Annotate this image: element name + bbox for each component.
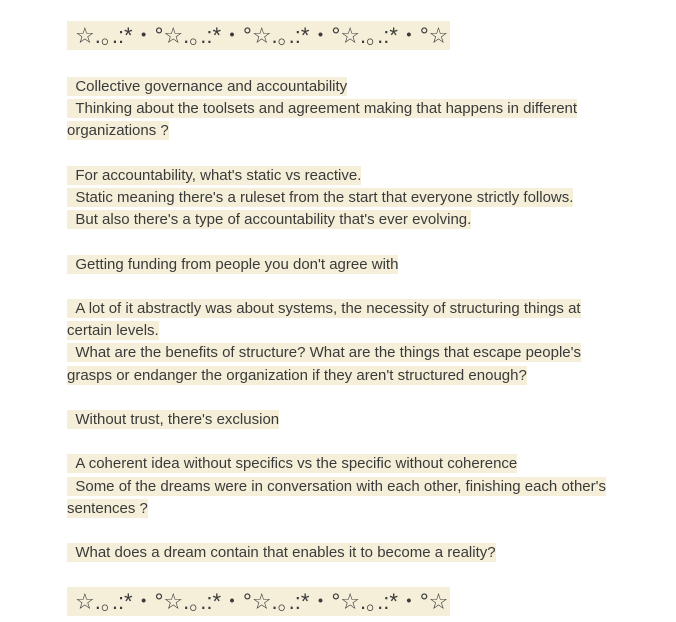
paragraph-trust <box>67 409 612 431</box>
paragraph-funding <box>67 254 612 276</box>
note-line: But also there's a type of accountability that's ever evolving. <box>67 210 471 229</box>
note-line: What are the benefits of structure? What are the things that escape people's grasps or endanger the organization if they aren't structured enough? <box>67 344 582 384</box>
paragraph-accountability <box>67 165 612 232</box>
note-line: Collective governance and accountability <box>67 77 347 96</box>
star-divider-bottom <box>67 587 450 617</box>
note-line: Some of the dreams were in conversation with each other, finishing each other's sentences ? <box>67 477 606 517</box>
notes-body <box>67 76 612 587</box>
note-line: Static meaning there's a ruleset from the start that everyone strictly follows. <box>67 188 573 207</box>
note-line: What does a dream contain that enables it to become a reality? <box>67 543 496 562</box>
paragraph-coherence <box>67 453 612 520</box>
paragraph-dream <box>67 542 612 564</box>
star-divider-top-text: ☆.｡.:*・°☆.｡.:*・°☆.｡.:*・°☆.｡.:*・°☆ <box>67 21 450 50</box>
star-divider-top <box>67 21 450 51</box>
note-line: Thinking about the toolsets and agreement making that happens in different organizations ? <box>67 100 578 140</box>
note-line: For accountability, what's static vs reactive. <box>67 166 361 185</box>
note-line: Getting funding from people you don't agree with <box>67 255 398 274</box>
paragraph-governance <box>67 76 612 143</box>
note-line: A coherent idea without specifics vs the specific without coherence <box>67 454 517 473</box>
star-divider-bottom-text: ☆.｡.:*・°☆.｡.:*・°☆.｡.:*・°☆.｡.:*・°☆ <box>67 587 450 616</box>
paragraph-systems <box>67 298 612 387</box>
note-line: A lot of it abstractly was about systems, the necessity of structuring things at certain levels. <box>67 299 581 340</box>
note-line: Without trust, there's exclusion <box>67 410 279 429</box>
